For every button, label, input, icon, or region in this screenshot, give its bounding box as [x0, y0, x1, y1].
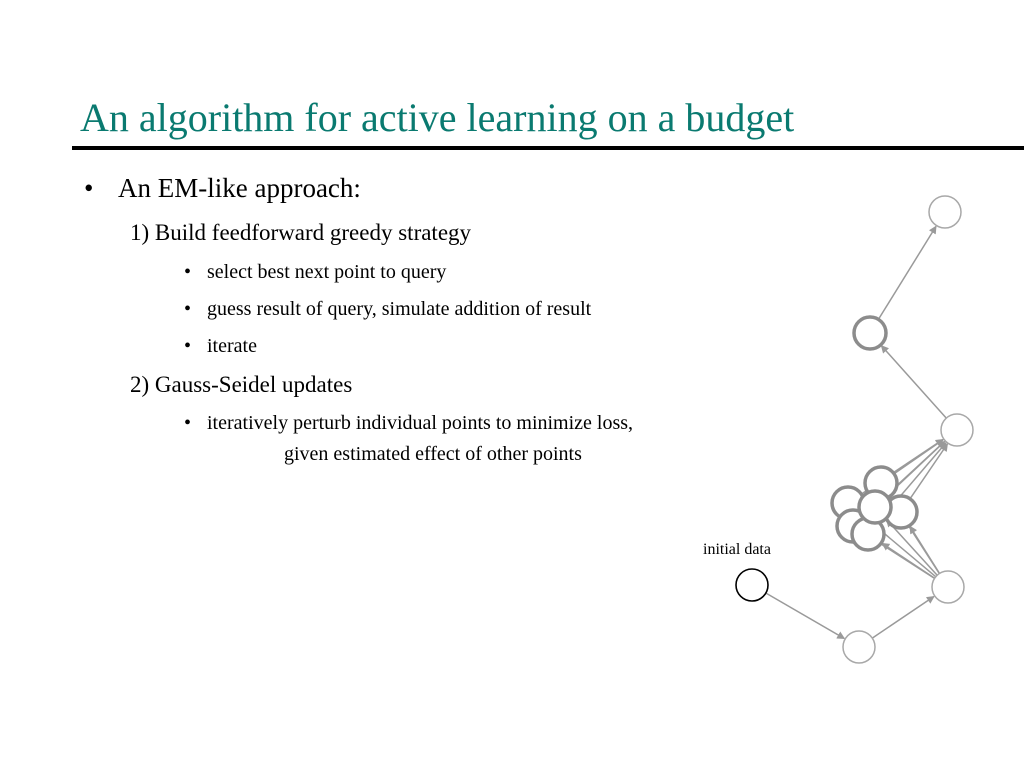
node-top: [929, 196, 961, 228]
edge-arrow: [766, 593, 845, 639]
step2-text: 2) Gauss-Seidel updates: [130, 372, 353, 397]
step1-text: 1) Build feedforward greedy strategy: [130, 220, 472, 245]
bullet-marker: •: [84, 173, 94, 203]
edge-arrow: [882, 543, 935, 578]
bullet-marker: •: [184, 298, 192, 320]
bullet-marker: •: [184, 261, 192, 283]
node-upper: [854, 317, 886, 349]
diagram-nodes: [736, 196, 973, 663]
bullet-marker: •: [184, 412, 192, 434]
cluster-node-center: [859, 491, 891, 523]
diagram-edges: [766, 226, 948, 638]
bullet-marker: •: [184, 335, 192, 357]
initial-data-label: initial data: [703, 541, 771, 558]
edge-arrow: [878, 226, 936, 319]
edge-arrow: [881, 346, 946, 418]
edge-arrow: [872, 597, 934, 639]
slide-title: An algorithm for active learning on a budget: [80, 95, 795, 140]
node-initial: [736, 569, 768, 601]
step1-item-iterate: iterate: [207, 335, 257, 357]
step2-item-perturb: iteratively perturb individual points to minimize loss,: [207, 412, 634, 434]
step1-item-select: select best next point to query: [207, 261, 447, 283]
node-middle-right: [941, 414, 973, 446]
main-bullet-text: An EM-like approach:: [118, 173, 361, 203]
edge-arrow: [910, 444, 947, 499]
node-bottom: [843, 631, 875, 663]
node-lower-right: [932, 571, 964, 603]
step1-item-guess: guess result of query, simulate addition of result: [207, 298, 592, 320]
step2-item-continuation: given estimated effect of other points: [284, 443, 582, 465]
